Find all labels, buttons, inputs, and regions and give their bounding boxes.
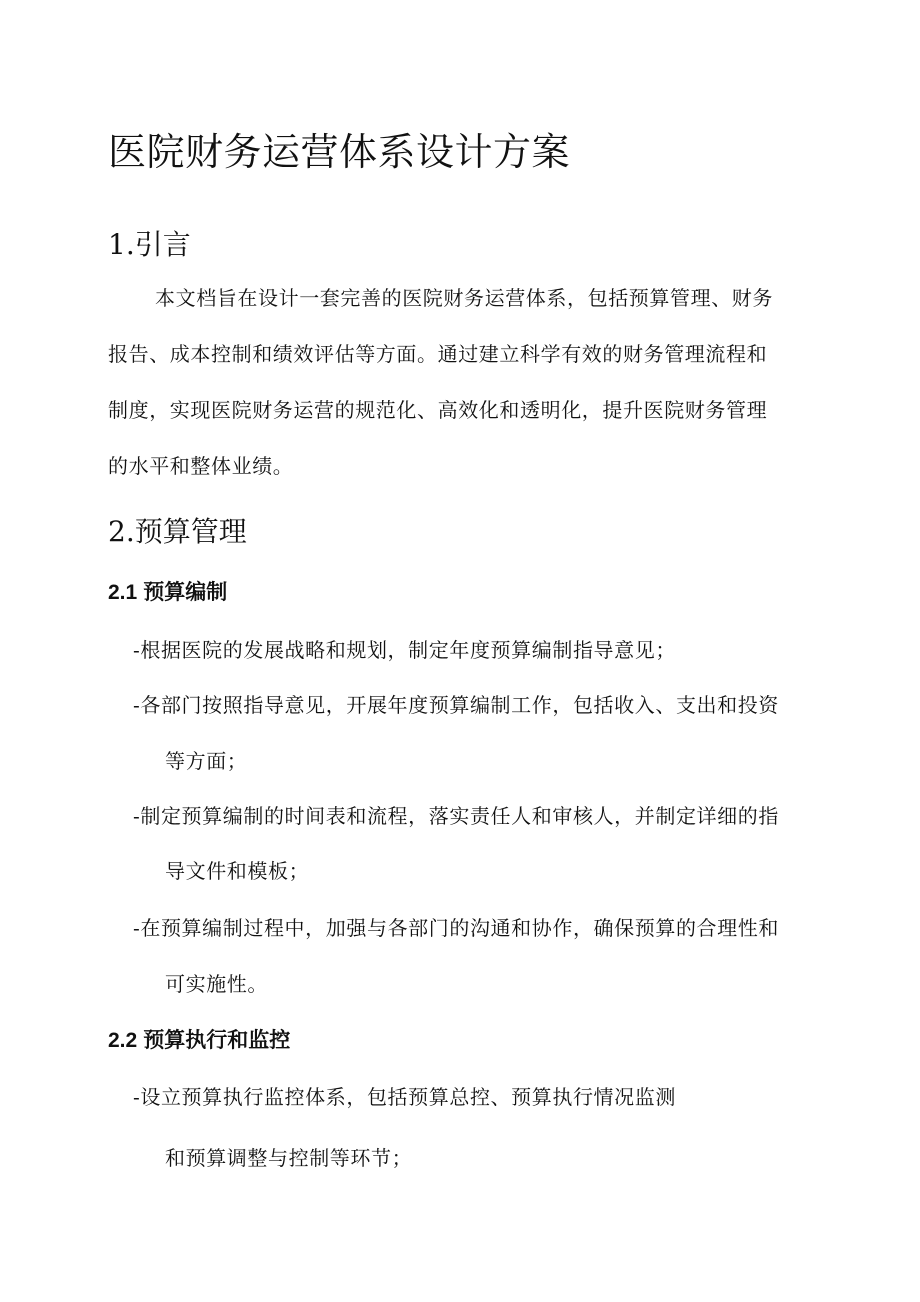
intro-line-4: 的水平和整体业绩。 bbox=[108, 454, 294, 478]
subsection-2-2-label: 预算执行和监控 bbox=[143, 1027, 291, 1052]
execution-item-1-cont: 和预算调整与控制等环节； bbox=[165, 1146, 413, 1170]
subsection-2-1-label: 预算编制 bbox=[143, 579, 228, 604]
budget-item-2-cont: 等方面； bbox=[165, 749, 248, 773]
budget-item-1: -根据医院的发展战略和规划，制定年度预算编制指导意见； bbox=[133, 638, 676, 662]
budget-item-3: -制定预算编制的时间表和流程，落实责任人和审核人，并制定详细的指 bbox=[133, 804, 779, 828]
section-1-heading: 1.引言 bbox=[108, 228, 191, 261]
document-title: 医院财务运营体系设计方案 bbox=[108, 130, 571, 174]
budget-item-2: -各部门按照指导意见，开展年度预算编制工作，包括收入、支出和投资 bbox=[133, 693, 779, 717]
subsection-2-1-heading bbox=[108, 576, 227, 606]
intro-line-2: 报告、成本控制和绩效评估等方面。通过建立科学有效的财务管理流程和 bbox=[108, 342, 768, 366]
budget-item-4: -在预算编制过程中，加强与各部门的沟通和协作，确保预算的合理性和 bbox=[133, 916, 779, 940]
intro-line-1: 本文档旨在设计一套完善的医院财务运营体系，包括预算管理、财务 bbox=[155, 286, 773, 310]
subsection-2-2-number: 2.2 bbox=[108, 1029, 138, 1052]
subsection-2-1-number: 2.1 bbox=[108, 581, 138, 604]
execution-item-1: -设立预算执行监控体系，包括预算总控、预算执行情况监测 bbox=[133, 1085, 676, 1109]
budget-item-4-cont: 可实施性。 bbox=[165, 972, 268, 996]
budget-item-3-cont: 导文件和模板； bbox=[165, 859, 310, 883]
intro-line-3: 制度，实现医院财务运营的规范化、高效化和透明化，提升医院财务管理 bbox=[108, 398, 768, 422]
subsection-2-2-heading bbox=[108, 1024, 290, 1054]
section-2-heading: 2.预算管理 bbox=[108, 515, 247, 548]
